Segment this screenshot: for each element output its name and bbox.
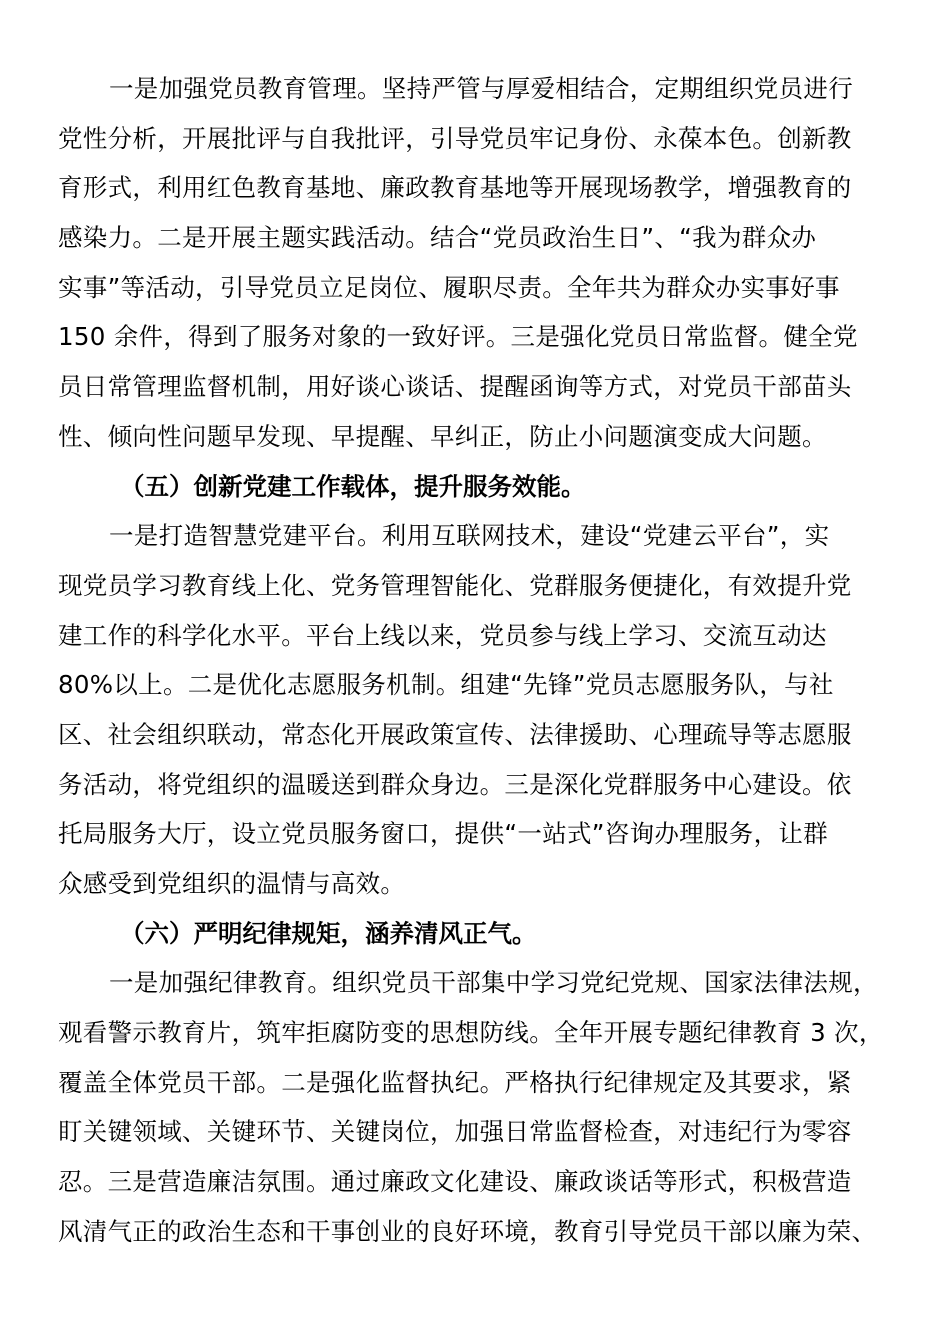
section-heading-5: （五）创新党建工作载体，提升服务效能。 (120, 471, 586, 501)
text-line: 盯关键领域、关键环节、关键岗位，加强日常监督检查，对违纪行为零容 (58, 1117, 852, 1147)
text-line: 150 余件，得到了服务对象的一致好评。三是强化党员日常监督。健全党 (58, 322, 858, 352)
text-line: 忍。三是营造廉洁氛围。通过廉政文化建设、廉政谈话等形式，积极营造 (58, 1167, 852, 1197)
text-line: 风清气正的政治生态和干事创业的良好环境，教育引导党员干部以廉为荣、 (58, 1216, 877, 1246)
paragraph-party-member-education (58, 64, 878, 462)
text-line: 感染力。二是开展主题实践活动。结合“党员政治生日”、“我为群众办 (58, 223, 817, 253)
paragraph-smart-party-building (58, 511, 878, 909)
document-page (58, 64, 884, 1257)
text-line: 观看警示教育片，筑牢拒腐防变的思想防线。全年开展专题纪律教育 3 次， (58, 1018, 884, 1048)
text-line: 区、社会组织联动，常态化开展政策宣传、法律援助、心理疏导等志愿服 (58, 719, 852, 749)
text-line: 80%以上。二是优化志愿服务机制。组建“先锋”党员志愿服务队，与社 (58, 670, 834, 700)
text-line: 一是加强纪律教育。组织党员干部集中学习党纪党规、国家法律法规， (109, 968, 878, 998)
text-line: 务活动，将党组织的温暖送到群众身边。三是深化党群服务中心建设。依 (58, 769, 852, 799)
text-line: 建工作的科学化水平。平台上线以来，党员参与线上学习、交流互动达 (58, 620, 827, 650)
text-line: 性、倾向性问题早发现、早提醒、早纠正，防止小问题演变成大问题。 (58, 421, 827, 451)
text-line: 众感受到党组织的温情与高效。 (58, 869, 406, 898)
text-line: 育形式，利用红色教育基地、廉政教育基地等开展现场教学，增强教育的 (58, 173, 852, 203)
text-line: 一是打造智慧党建平台。利用互联网技术，建设“党建云平台”，实 (109, 521, 830, 551)
text-line: 一是加强党员教育管理。坚持严管与厚爱相结合，定期组织党员进行 (109, 74, 853, 103)
text-line: 党性分析，开展批评与自我批评，引导党员牢记身份、永葆本色。创新教 (58, 123, 852, 153)
text-line: 实事”等活动，引导党员立足岗位、履职尽责。全年共为群众办实事好事 (58, 272, 840, 302)
text-line: 覆盖全体党员干部。二是强化监督执纪。严格执行纪律规定及其要求，紧 (58, 1067, 852, 1097)
paragraph-discipline-education (58, 958, 884, 1256)
text-line: 现党员学习教育线上化、党务管理智能化、党群服务便捷化，有效提升党 (58, 570, 852, 600)
text-line: 员日常管理监督机制，用好谈心谈话、提醒函询等方式，对党员干部苗头 (58, 372, 852, 402)
section-heading-6: （六）严明纪律规矩，涵养清风正气。 (120, 918, 537, 948)
text-line: 托局服务大厅，设立党员服务窗口，提供“一站式”咨询办理服务，让群 (58, 819, 828, 849)
